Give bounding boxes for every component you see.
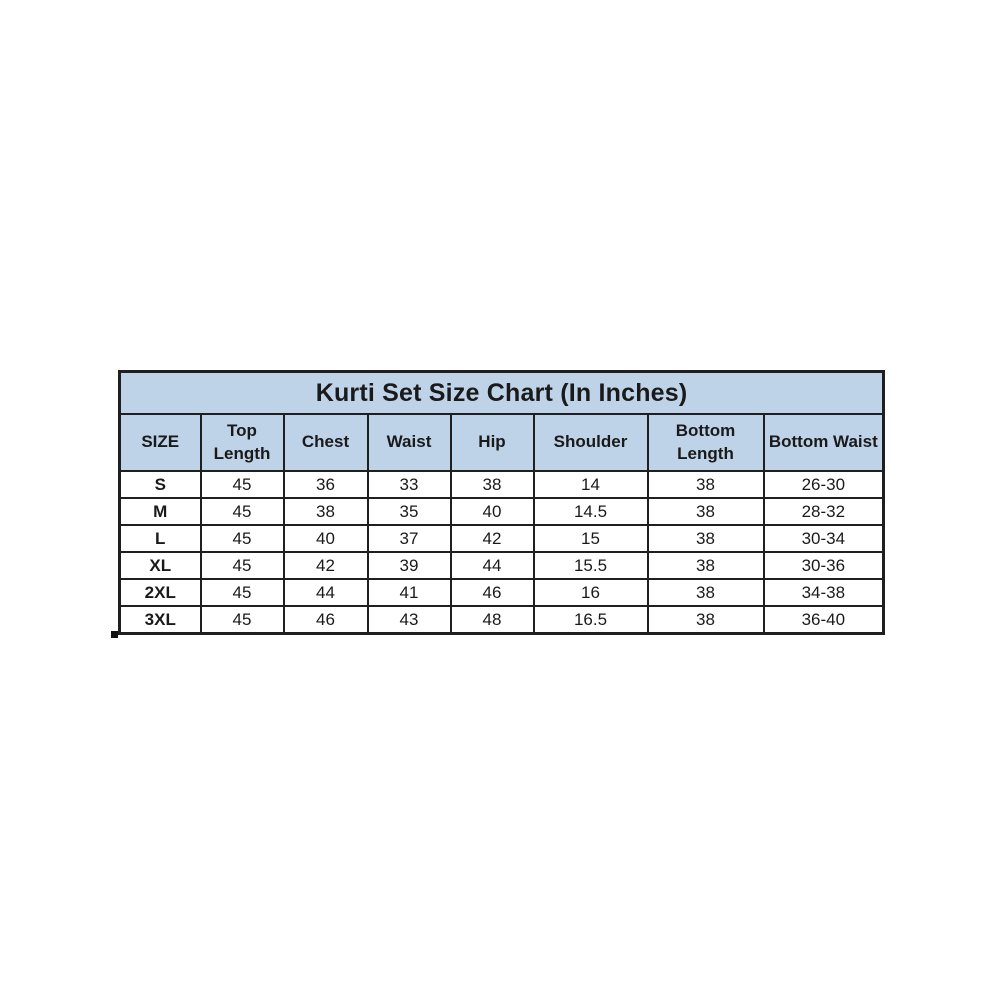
measurement-cell: 42 <box>284 552 368 579</box>
measurement-cell: 28-32 <box>764 498 884 525</box>
measurement-cell: 41 <box>368 579 451 606</box>
measurement-cell: 45 <box>201 552 284 579</box>
size-label-cell: M <box>120 498 201 525</box>
size-chart-container <box>118 370 882 635</box>
measurement-cell: 14 <box>534 471 648 498</box>
measurement-cell: 16.5 <box>534 606 648 634</box>
measurement-cell: 37 <box>368 525 451 552</box>
column-header-hip: Hip <box>451 414 534 471</box>
measurement-cell: 26-30 <box>764 471 884 498</box>
measurement-cell: 48 <box>451 606 534 634</box>
size-chart-table <box>118 370 885 635</box>
size-label-cell: 2XL <box>120 579 201 606</box>
column-header-shoulder: Shoulder <box>534 414 648 471</box>
measurement-cell: 34-38 <box>764 579 884 606</box>
measurement-cell: 33 <box>368 471 451 498</box>
measurement-cell: 38 <box>648 525 764 552</box>
column-header-top-length: Top Length <box>201 414 284 471</box>
measurement-cell: 38 <box>648 579 764 606</box>
measurement-cell: 38 <box>648 552 764 579</box>
table-row <box>120 525 884 552</box>
table-row <box>120 606 884 634</box>
measurement-cell: 45 <box>201 525 284 552</box>
table-row <box>120 471 884 498</box>
table-row <box>120 498 884 525</box>
table-row <box>120 552 884 579</box>
column-header-bottom-waist: Bottom Waist <box>764 414 884 471</box>
table-row <box>120 579 884 606</box>
measurement-cell: 36-40 <box>764 606 884 634</box>
table-corner-handle-mark <box>111 631 118 638</box>
column-header-waist: Waist <box>368 414 451 471</box>
measurement-cell: 15.5 <box>534 552 648 579</box>
measurement-cell: 30-36 <box>764 552 884 579</box>
measurement-cell: 30-34 <box>764 525 884 552</box>
measurement-cell: 40 <box>451 498 534 525</box>
measurement-cell: 38 <box>451 471 534 498</box>
size-label-cell: XL <box>120 552 201 579</box>
measurement-cell: 16 <box>534 579 648 606</box>
measurement-cell: 43 <box>368 606 451 634</box>
measurement-cell: 38 <box>284 498 368 525</box>
column-header-bottom-length: Bottom Length <box>648 414 764 471</box>
measurement-cell: 45 <box>201 498 284 525</box>
size-label-cell: 3XL <box>120 606 201 634</box>
measurement-cell: 46 <box>284 606 368 634</box>
size-rows <box>120 471 884 634</box>
measurement-cell: 14.5 <box>534 498 648 525</box>
size-label-cell: S <box>120 471 201 498</box>
measurement-cell: 35 <box>368 498 451 525</box>
measurement-cell: 44 <box>451 552 534 579</box>
measurement-cell: 40 <box>284 525 368 552</box>
measurement-cell: 45 <box>201 471 284 498</box>
measurement-cell: 44 <box>284 579 368 606</box>
measurement-cell: 36 <box>284 471 368 498</box>
column-header-size: SIZE <box>120 414 201 471</box>
measurement-cell: 39 <box>368 552 451 579</box>
measurement-cell: 45 <box>201 579 284 606</box>
title-row <box>120 372 884 415</box>
measurement-cell: 46 <box>451 579 534 606</box>
chart-title: Kurti Set Size Chart (In Inches) <box>120 372 884 415</box>
measurement-cell: 38 <box>648 498 764 525</box>
measurement-cell: 38 <box>648 471 764 498</box>
measurement-cell: 42 <box>451 525 534 552</box>
size-label-cell: L <box>120 525 201 552</box>
measurement-cell: 45 <box>201 606 284 634</box>
column-header-row <box>120 414 884 471</box>
measurement-cell: 38 <box>648 606 764 634</box>
column-header-chest: Chest <box>284 414 368 471</box>
measurement-cell: 15 <box>534 525 648 552</box>
